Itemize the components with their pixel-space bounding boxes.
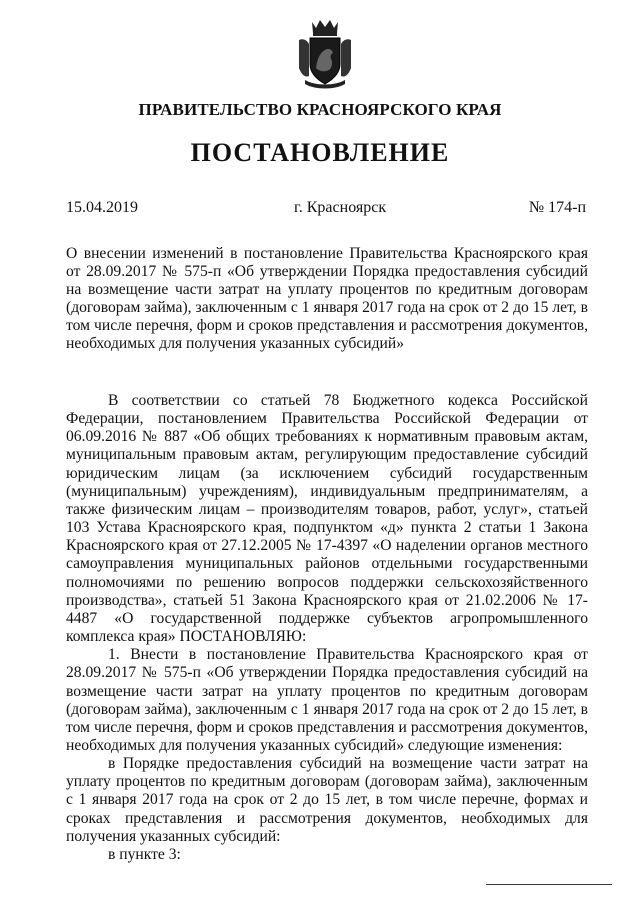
krasnoyarsk-coat-of-arms-icon <box>295 18 355 90</box>
preamble-paragraph: В соответствии со статьей 78 Бюджетного кодекса Российской Федерации, постановлением Правительства Российской Федерации от 06.09.2016 № 887 «Об общих требованиях к нормативным правовым актам, муниципальным правовым актам, регулирующим предоставление субсидий юридическим лицам (за исключением субсидий государственным (муниципальным) учреждениям), индивидуальным предпринимателям, а также физическим лицам – производителям товаров, работ, услуг», статьей 103 Устава Красноярского края, подпунктом «д» пункта 2 статьи 1 Закона Красноярского края от 27.12.2005 № 17-4397 «О наделении органов местного самоуправления муниципальных районов отдельными государственными полномочиями по решению вопросов поддержки сельскохозяйственного производства», статьей 51 Закона Красноярского края от 21.02.2006 № 17-4487 «О государственной поддержке субъектов агропромышленного комплекса края» ПОСТАНОВЛЯЮ: <box>66 392 588 646</box>
document-date: 15.04.2019 <box>66 199 138 216</box>
government-name: ПРАВИТЕЛЬСТВО КРАСНОЯРСКОГО КРАЯ <box>138 100 502 119</box>
resolution-body <box>66 392 588 864</box>
resolution-title: О внесении изменений в постановление Правительства Красноярского края от 28.09.2017 № 575-п «Об утверждении Порядка предоставления субсидий на возмещение части затрат на уплату процентов по кредитным договорам (договорам займа), заключенным с 1 января 2017 года на срок от 2 до 15 лет, в том числе перечня, форм и сроков представления и рассмотрения документов, необходимых для получения указанных субсидий» <box>66 245 588 352</box>
subitem-paragraph: в Порядке предоставления субсидий на возмещение части затрат на уплату процентов по кредитным договорам (договорам займа), заключенным с 1 января 2017 года на срок от 2 до 15 лет, в том числе перечне, формах и сроках представления и рассмотрения документов, необходимых для получения указанных субсидий: <box>66 755 588 845</box>
footer-divider <box>486 884 612 885</box>
document-number: № 174-п <box>528 199 586 216</box>
item-1-paragraph: 1. Внести в постановление Правительства Красноярского края от 28.09.2017 № 575-п «Об утверждении Порядка предоставления субсидий на возмещение части затрат на уплату процентов по кредитным договорам (договорам займа), заключенным с 1 января 2017 года на срок от 2 до 15 лет, в том числе перечня, форм и сроков представления и рассмотрения документов, необходимых для получения указанных субсидий» следующие изменения: <box>66 646 588 754</box>
point-3-paragraph: в пункте 3: <box>108 845 181 863</box>
document-city: г. Красноярск <box>294 199 387 216</box>
document-type-title: ПОСТАНОВЛЕНИЕ <box>190 138 450 167</box>
